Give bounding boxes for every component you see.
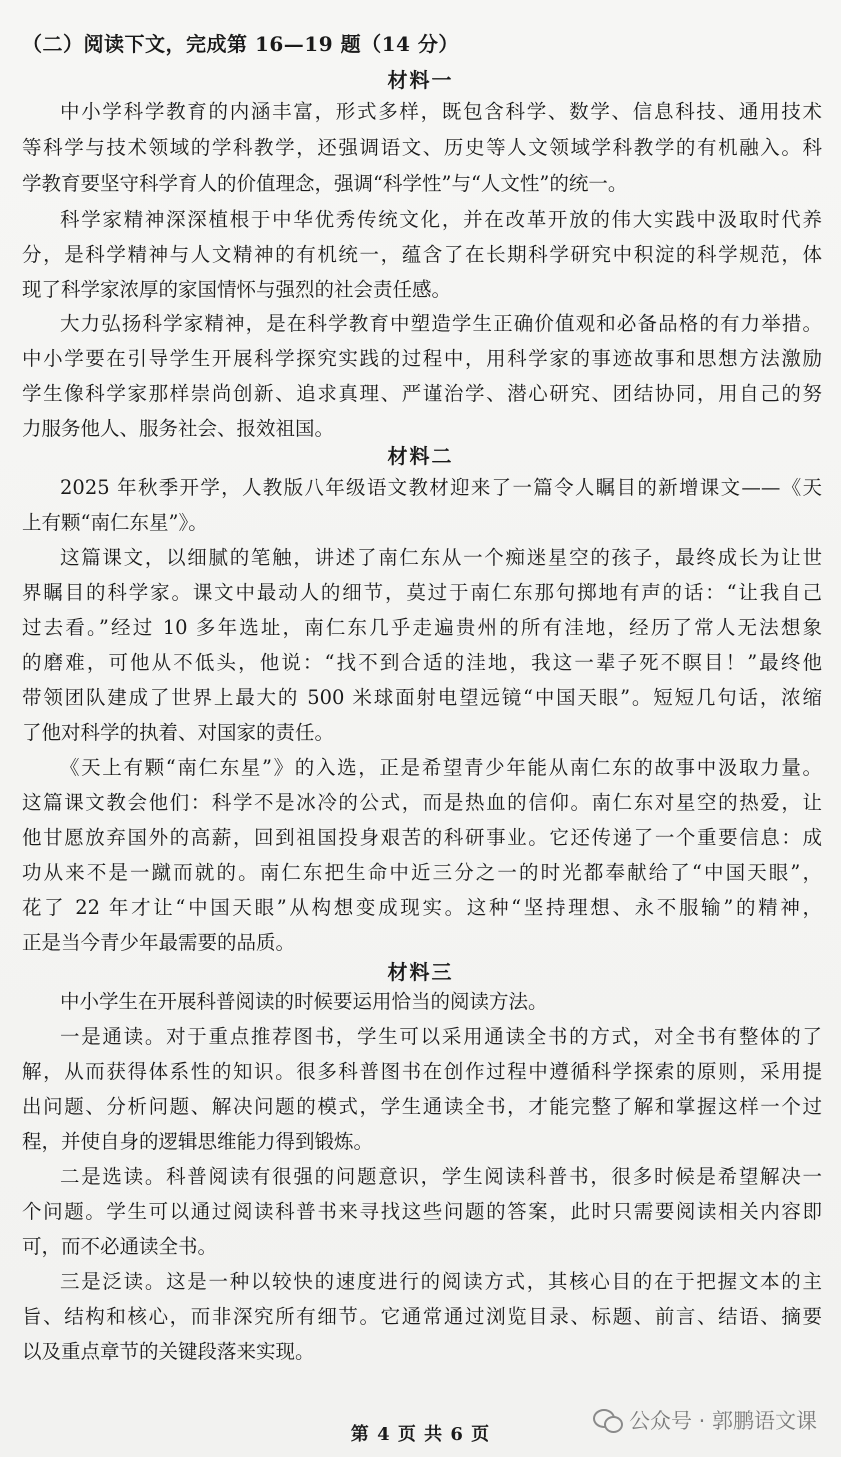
text-line: 中小学科学教育的内涵丰富，形式多样，既包含科学、数学、信息科技、通用技术 (60, 100, 822, 123)
text-line: 以及重点章节的关键段落来实现。 (22, 1340, 315, 1363)
text-line: 这篇课文，以细腻的笔触，讲述了南仁东从一个痴迷星空的孩子，最终成长为让世 (60, 546, 822, 569)
section-title-material-3: 材料三 (387, 960, 454, 984)
text-line: 旨、结构和核心，而非深究所有细节。它通常通过浏览目录、标题、前言、结语、摘要 (22, 1305, 822, 1328)
text-line: 解，从而获得体系性的知识。很多科普图书在创作过程中遵循科学探索的原则，采用提 (22, 1060, 822, 1083)
text-line: 界瞩目的科学家。课文中最动人的细节，莫过于南仁东那句掷地有声的话：“让我自己 (22, 581, 822, 604)
text-line: 带领团队建成了世界上最大的 500 米球面射电望远镜“中国天眼”。短短几句话，浓缩 (22, 686, 822, 709)
text-line: 学生像科学家那样崇尚创新、追求真理、严谨治学、潜心研究、团结协同，用自己的努 (22, 382, 822, 405)
text-line: 学教育要坚守科学育人的价值理念，强调“科学性”与“人文性”的统一。 (22, 172, 628, 195)
section-title-material-2: 材料二 (387, 444, 454, 468)
text-line: 程，并使自身的逻辑思维能力得到锻炼。 (22, 1130, 374, 1153)
watermark-label: 公众号 · 郭鹏语文课 (628, 1409, 817, 1433)
text-line: 《天上有颗“南仁东星”》的入选，正是希望青少年能从南仁东的故事中汲取力量。 (60, 756, 822, 779)
text-line: 中小学要在引导学生开展科学探究实践的过程中，用科学家的事迹故事和思想方法激励 (22, 347, 822, 370)
text-line: 个问题。学生可以通过阅读科普书来寻找这些问题的答案，此时只需要阅读相关内容即 (22, 1200, 822, 1223)
text-line: 正是当今青少年最需要的品质。 (22, 931, 296, 954)
text-line: 了他对科学的执着、对国家的责任。 (22, 721, 335, 744)
text-line: 出问题、分析问题、解决问题的模式，学生通读全书，才能完整了解和掌握这样一个过 (22, 1095, 822, 1118)
text-line: 可，而不必通读全书。 (22, 1235, 218, 1258)
text-line: 的磨难，可他从不低头，他说：“找不到合适的洼地，我这一辈子死不瞑目！”最终他 (22, 651, 822, 674)
text-line: 三是泛读。这是一种以较快的速度进行的阅读方式，其核心目的在于把握文本的主 (60, 1270, 822, 1293)
text-line: 2025 年秋季开学，人教版八年级语文教材迎来了一篇令人瞩目的新增课文——《天 (60, 476, 822, 499)
question-heading: （二）阅读下文，完成第 16—19 题（14 分） (22, 32, 459, 56)
text-line: 这篇课文教会他们：科学不是冰冷的公式，而是热血的信仰。南仁东对星空的热爱，让 (22, 791, 822, 814)
text-line: 二是选读。科普阅读有很强的问题意识，学生阅读科普书，很多时候是希望解决一 (60, 1165, 822, 1188)
text-line: 上有颗“南仁东星”》。 (22, 511, 208, 534)
text-line: 大力弘扬科学家精神，是在科学教育中塑造学生正确价值观和必备品格的有力举措。 (60, 312, 822, 335)
text-line: 他甘愿放弃国外的高薪，回到祖国投身艰苦的科研事业。它还传递了一个重要信息：成 (22, 826, 822, 849)
text-line: 中小学生在开展科普阅读的时候要运用恰当的阅读方法。 (60, 990, 548, 1013)
text-line: 分，是科学精神与人文精神的有机统一，蕴含了在长期科学研究中积淀的科学规范，体 (22, 243, 822, 266)
text-line: 力服务他人、服务社会、报效祖国。 (22, 417, 335, 440)
text-line: 花了 22 年才让“中国天眼”从构想变成现实。这种“坚持理想、永不服输”的精神， (22, 896, 822, 919)
section-title-material-1: 材料一 (387, 68, 454, 92)
text-line: 功从来不是一蹴而就的。南仁东把生命中近三分之一的时光都奉献给了“中国天眼”， (22, 861, 822, 884)
text-line: 过去看。”经过 10 多年选址，南仁东几乎走遍贵州的所有洼地，经历了常人无法想象 (22, 616, 822, 639)
page-number: 第 4 页 共 6 页 (350, 1424, 491, 1445)
text-line: 现了科学家浓厚的家国情怀与强烈的社会责任感。 (22, 278, 452, 301)
text-line: 科学家精神深深植根于中华优秀传统文化，并在改革开放的伟大实践中汲取时代养 (60, 208, 822, 231)
text-line: 等科学与技术领域的学科教学，还强调语文、历史等人文领域学科教学的有机融入。科 (22, 136, 822, 159)
text-line: 一是通读。对于重点推荐图书，学生可以采用通读全书的方式，对全书有整体的了 (60, 1025, 822, 1048)
